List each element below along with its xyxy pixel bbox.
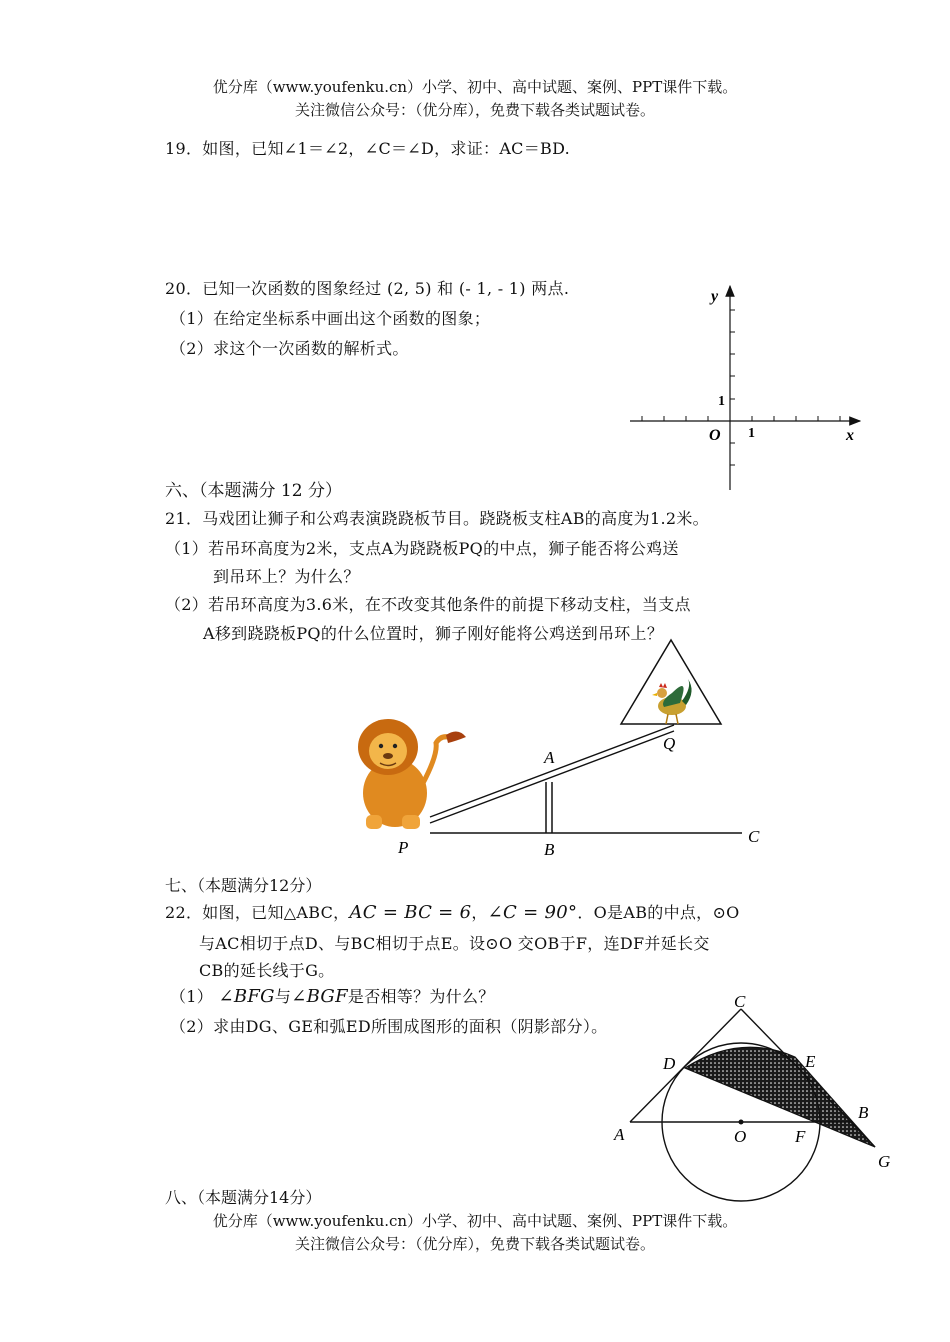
- label-b: B: [544, 840, 555, 859]
- question-21: 21．马戏团让狮子和公鸡表演跷跷板节目。跷跷板支柱AB的高度为1.2米。: [165, 509, 709, 528]
- lion-icon: [358, 719, 466, 829]
- angle-bfg: ∠BFG: [218, 986, 275, 1007]
- question-22-line-2: 与AC相切于点D、与BC相切于点E。设⊙O 交OB于F，连DF并延长交: [199, 934, 710, 953]
- label-a: A: [544, 748, 555, 767]
- question-20: 20．已知一次函数的图象经过 (2, 5) 和 (- 1, - 1) 两点.: [165, 279, 570, 298]
- y-axis-label: y: [711, 288, 719, 305]
- x-unit-label: 1: [748, 426, 755, 441]
- header-line-2: 关注微信公众号：（优分库），免费下载各类试题试卷。: [294, 101, 655, 119]
- question-22-line-3: CB的延长线于G。: [199, 961, 335, 980]
- label-c: C: [748, 827, 760, 846]
- formula-separator: ，: [471, 903, 488, 922]
- x-axis-ticks: [642, 416, 840, 421]
- part-1-prefix: （1）: [170, 987, 214, 1006]
- section-8-title: 八、（本题满分14分）: [165, 1188, 322, 1207]
- fig-label-g: G: [878, 1152, 891, 1171]
- part-1-and: 与: [274, 987, 292, 1006]
- question-20-part-2: （2）求这个一次函数的解析式。: [170, 339, 409, 358]
- coordinate-graph: [620, 278, 870, 493]
- question-22-part-1: [170, 984, 495, 1007]
- question-20-part-1: （1）在给定坐标系中画出这个函数的图象；: [170, 309, 491, 328]
- question-21-part-2b: A移到跷跷板PQ的什么位置时，狮子刚好能将公鸡送到吊环上？: [203, 624, 664, 643]
- question-22-intro-end: ．O是AB的中点，⊙O: [577, 903, 740, 922]
- footer-line-1: 优分库（www.youfenku.cn）小学、初中、高中试题、案例、PPT课件下载。: [212, 1212, 738, 1230]
- angle-bgf: ∠BGF: [291, 986, 348, 1007]
- fig-label-b: B: [858, 1103, 869, 1122]
- question-21-part-1a: （1）若吊环高度为2米，支点A为跷跷板PQ的中点，狮子能否将公鸡送: [165, 539, 679, 558]
- formula-angle-c: ∠C = 90°: [487, 902, 578, 923]
- y-axis-ticks: [730, 310, 735, 465]
- question-21-part-2a: （2）若吊环高度为3.6米，在不改变其他条件的前提下移动支柱，当支点: [165, 595, 691, 614]
- question-22-part-2: （2）求由DG、GE和弧ED所围成图形的面积（阴影部分）。: [170, 1017, 608, 1036]
- fig-label-d: D: [663, 1054, 676, 1073]
- label-q: Q: [663, 734, 676, 753]
- question-22-intro: 22．如图，已知△ABC，: [165, 903, 350, 922]
- question-22-line-1: [165, 900, 740, 923]
- formula-ac-bc: AC = BC = 6: [349, 902, 472, 923]
- question-19: 19．如图，已知∠1＝∠2，∠C＝∠D，求证：AC＝BD.: [165, 139, 571, 158]
- seesaw-figure: [350, 635, 790, 865]
- fig-label-o: O: [734, 1127, 747, 1146]
- origin-label: O: [709, 427, 721, 444]
- header-line-1: 优分库（www.youfenku.cn）小学、初中、高中试题、案例、PPT课件下载。: [212, 78, 738, 96]
- fig-label-a: A: [614, 1125, 625, 1144]
- center-point-o: [739, 1120, 744, 1125]
- fig-label-e: E: [805, 1052, 816, 1071]
- section-7-title: 七、（本题满分12分）: [165, 876, 322, 895]
- fig-label-f: F: [795, 1127, 806, 1146]
- question-21-part-1b: 到吊环上？为什么？: [213, 567, 360, 586]
- rooster-icon: [652, 679, 692, 724]
- shaded-region: [685, 1047, 875, 1147]
- section-6-title: 六、（本题满分 12 分）: [165, 481, 342, 501]
- x-axis-label: x: [846, 427, 854, 444]
- circle-triangle-figure: [605, 985, 905, 1190]
- footer-line-2: 关注微信公众号：（优分库），免费下载各类试题试卷。: [294, 1235, 655, 1253]
- part-1-suffix: 是否相等？为什么？: [347, 987, 495, 1006]
- fig-label-c: C: [734, 992, 746, 1011]
- y-unit-label: 1: [718, 394, 725, 409]
- label-p: P: [398, 838, 409, 857]
